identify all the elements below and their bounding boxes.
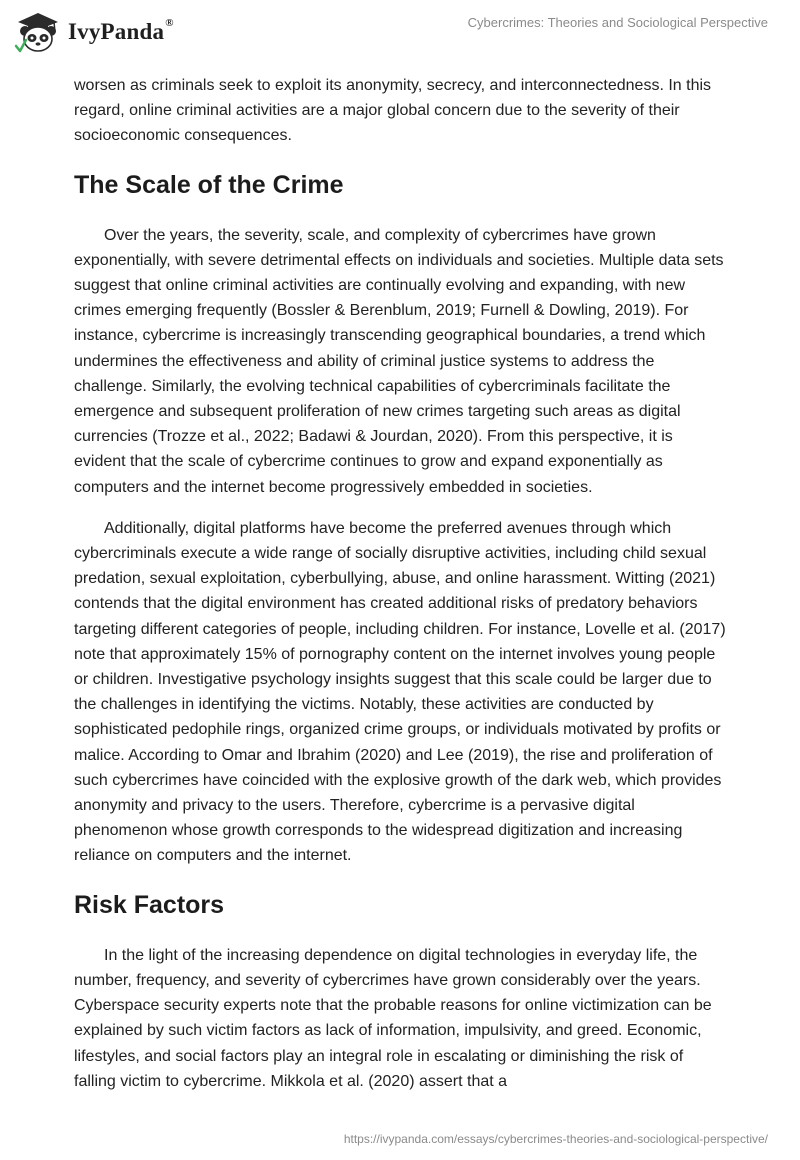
document-title: Cybercrimes: Theories and Sociological Perspective	[467, 15, 768, 30]
registered-mark: ®	[165, 17, 174, 29]
brand-logo[interactable]	[14, 8, 174, 56]
paragraph: In the light of the increasing dependence on digital technologies in everyday life, the number, frequency, and severity of cybercrimes have grown considerably over the years. Cyberspace security experts note that the probable reasons for online victimization can be explained by such victim factors as lack of information, impulsivity, and greed. Economic, lifestyles, and social factors play an integral role in escalating or diminishing the risk of falling victim to cybercrime. Mikkola et al. (2020) assert that a	[74, 946, 712, 1090]
essay-body	[74, 73, 726, 1110]
brand-name: IvyPanda®	[68, 17, 174, 44]
source-url-link[interactable]: https://ivypanda.com/essays/cybercrimes-theories-and-sociological-perspective/	[343, 1132, 768, 1146]
panda-mascot-icon	[14, 10, 62, 54]
paragraph: Over the years, the severity, scale, and complexity of cybercrimes have grown exponentially, with severe detrimental effects on individuals and societies. Multiple data sets suggest that online criminal activities are continually evolving and expanding, with new crimes emerging frequently (Bossler & Berenblum, 2019; Furnell & Dowling, 2019). For instance, cybercrime is increasingly transcending geographical boundaries, a trend which undermines the effectiveness and ability of criminal justice systems to address the challenge. Similarly, the evolving technical capabilities of cybercriminals facilitate the emergence and subsequent proliferation of new crimes targeting such areas as digital currencies (Trozze et al., 2022; Badawi & Jourdan, 2020). From this perspective, it is evident that the scale of cybercrime continues to grow and expand exponentially as computers and the internet become progressively embedded in societies.	[74, 226, 724, 496]
section-heading-scale: The Scale of the Crime	[74, 170, 344, 199]
paragraph-continued: worsen as criminals seek to exploit its anonymity, secrecy, and interconnectedness. In this regard, online criminal activities are a major global concern due to the severity of their socioeconomic consequences.	[74, 77, 712, 145]
section-heading-risk: Risk Factors	[74, 890, 225, 919]
paragraph: Additionally, digital platforms have become the preferred avenues through which cybercriminals execute a wide range of socially disruptive activities, including child sexual predation, sexual exploitation, cyberbullying, abuse, and online harassment. Witting (2021) contends that the digital environment has created additional risks of predatory behaviors targeting different categories of people, including children. For instance, Lovelle et al. (2017) note that approximately 15% of pornography content on the internet involves young people or children. Investigative psychology insights suggest that this scale could be larger due to the challenges in identifying the victims. Notably, these activities are conducted by sophisticated pedophile rings, organized crime groups, or individuals motivated by profits or malice. According to Omar and Ibrahim (2020) and Lee (2019), the rise and proliferation of such cybercrimes have coincided with the explosive growth of the dark web, which provides anonymity and privacy to the users. Therefore, cybercrime is a pervasive digital phenomenon whose growth corresponds to the widespread digitization and increasing reliance on computers and the internet.	[74, 519, 726, 865]
